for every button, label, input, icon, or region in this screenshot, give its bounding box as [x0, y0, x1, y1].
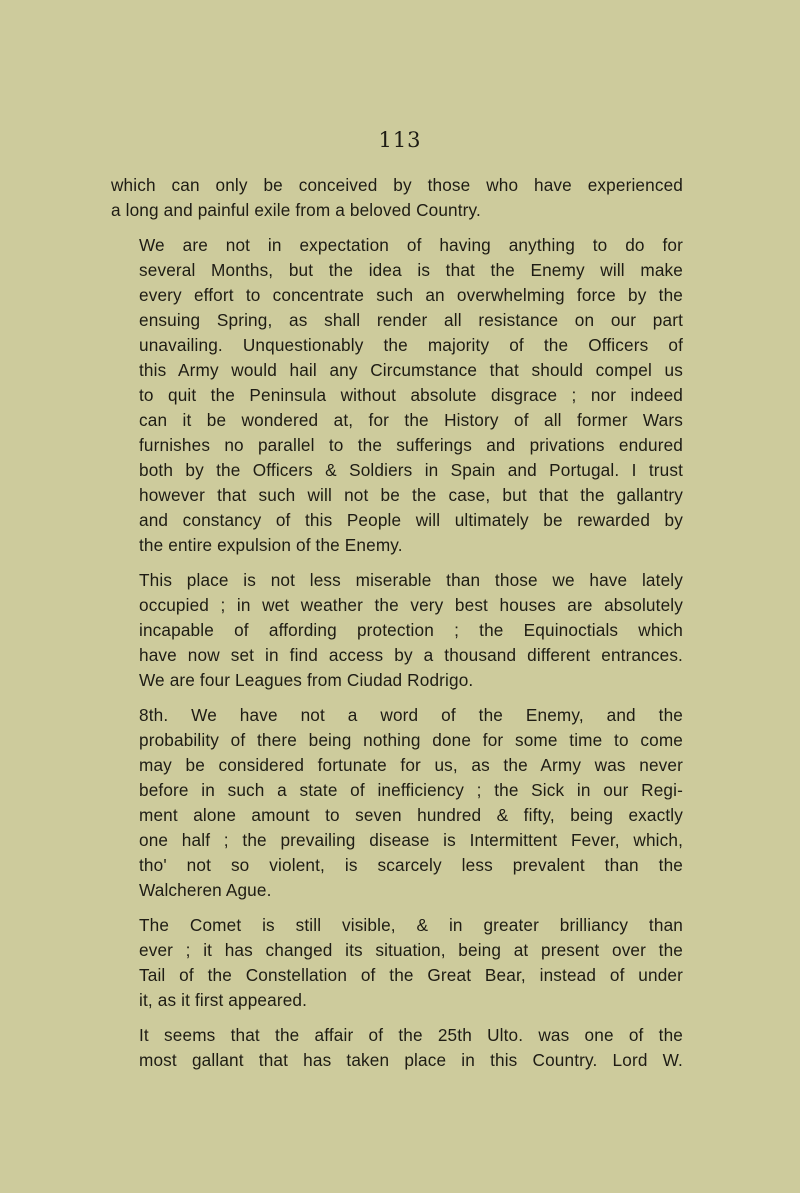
text-line: and constancy of this People will ultimately be rewarded by [139, 510, 683, 530]
text-line: 8th. We have not a word of the Enemy, and the [139, 705, 683, 725]
text-line: have now set in find access by a thousand different entrances. [139, 645, 683, 665]
paragraph-1 [111, 173, 683, 223]
paragraph-6 [111, 1023, 683, 1073]
text-line: may be considered fortunate for us, as the Army was never [139, 755, 683, 775]
text-line: furnishes no parallel to the sufferings and privations endured [139, 435, 683, 455]
text-line: every effort to concentrate such an overwhelming force by the [139, 285, 683, 305]
page-number: 113 [378, 128, 422, 152]
text-line: however that such will not be the case, but that the gallantry [139, 485, 683, 505]
text-line: can it be wondered at, for the History of all former Wars [139, 410, 683, 430]
text-line: incapable of affording protection ; the Equinoctials which [139, 620, 683, 640]
text-line: both by the Officers & Soldiers in Spain and Portugal. I trust [139, 460, 683, 480]
text-line: ment alone amount to seven hundred & fifty, being exactly [139, 805, 683, 825]
text-line: The Comet is still visible, & in greater brilliancy than [139, 915, 683, 935]
text-line: This place is not less miserable than those we have lately [139, 570, 683, 590]
text-line: probability of there being nothing done for some time to come [139, 730, 683, 750]
text-line: several Months, but the idea is that the Enemy will make [139, 260, 683, 280]
text-line: ever ; it has changed its situation, being at present over the [139, 940, 683, 960]
text-line: a long and painful exile from a beloved Country. [111, 200, 481, 220]
body-text [111, 173, 683, 1083]
text-line: before in such a state of inefficiency ; the Sick in our Regi- [139, 780, 683, 800]
text-line: It seems that the affair of the 25th Ulto. was one of the [139, 1025, 683, 1045]
text-line: the entire expulsion of the Enemy. [139, 535, 403, 555]
text-line: Walcheren Ague. [139, 880, 272, 900]
text-line: it, as it first appeared. [139, 990, 308, 1010]
paragraph-4 [111, 703, 683, 903]
text-line: ensuing Spring, as shall render all resistance on our part [139, 310, 683, 330]
text-line: occupied ; in wet weather the very best houses are absolutely [139, 595, 683, 615]
text-line: Tail of the Constellation of the Great Bear, instead of under [139, 965, 683, 985]
text-line: to quit the Peninsula without absolute disgrace ; nor indeed [139, 385, 683, 405]
text-line: tho' not so violent, is scarcely less prevalent than the [139, 855, 683, 875]
text-line: most gallant that has taken place in this Country. Lord W. [139, 1050, 683, 1070]
paragraph-2 [111, 233, 683, 558]
text-line: one half ; the prevailing disease is Intermittent Fever, which, [139, 830, 683, 850]
text-line: which can only be conceived by those who have experienced [111, 175, 683, 195]
text-line: unavailing. Unquestionably the majority of the Officers of [139, 335, 683, 355]
text-line: We are not in expectation of having anything to do for [139, 235, 683, 255]
text-line: We are four Leagues from Ciudad Rodrigo. [139, 670, 474, 690]
paragraph-3 [111, 568, 683, 693]
text-line: this Army would hail any Circumstance that should compel us [139, 360, 683, 380]
paragraph-5 [111, 913, 683, 1013]
